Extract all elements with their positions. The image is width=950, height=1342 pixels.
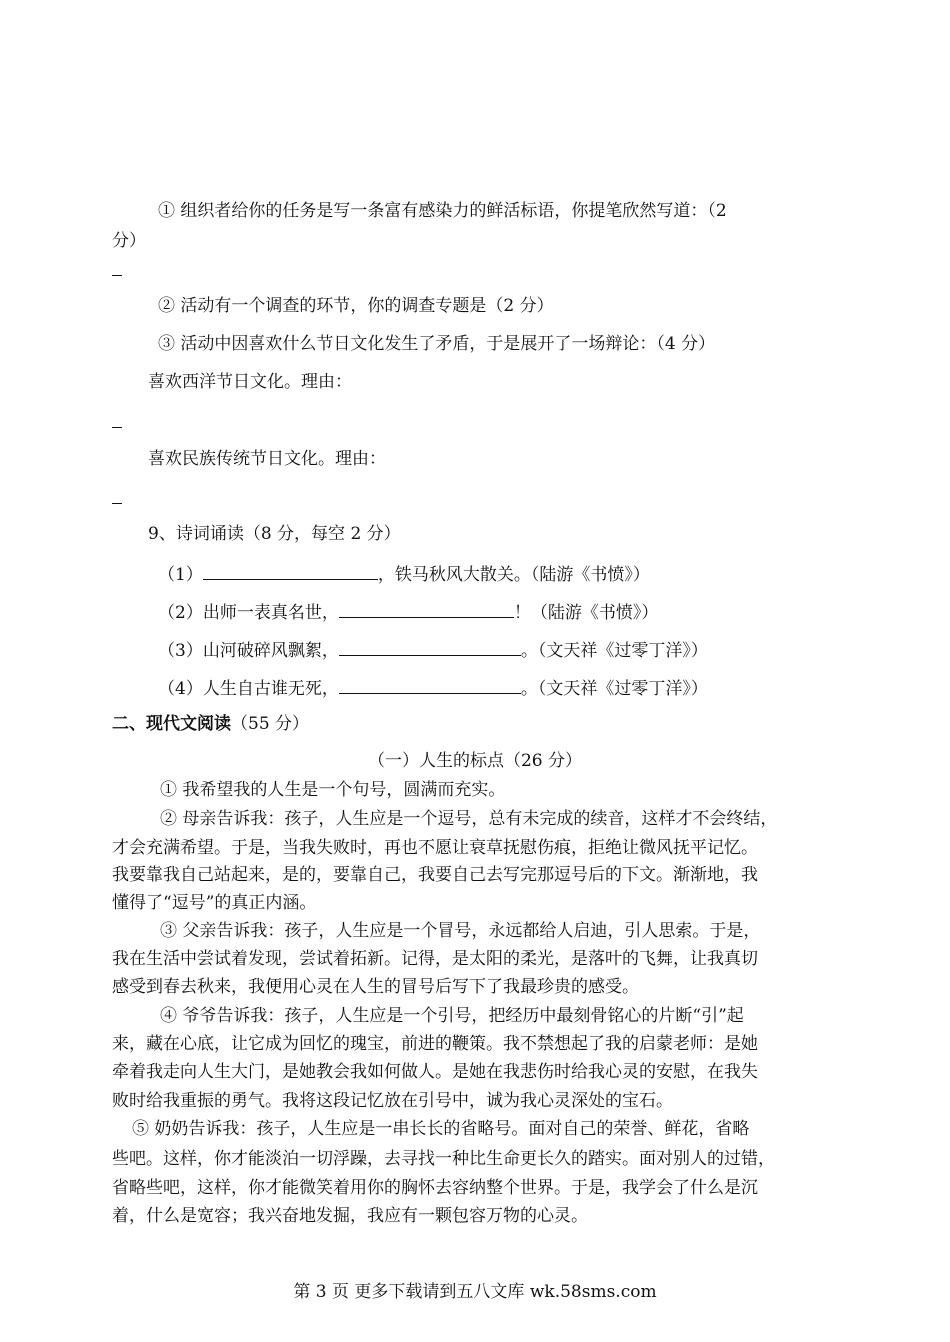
q8-western-reason: 喜欢西洋节日文化。理由： xyxy=(148,372,352,392)
fill-blank[interactable] xyxy=(203,564,378,580)
answer-dash xyxy=(112,503,122,504)
article-p5-line1: ⑤ 奶奶告诉我：孩子，人生应是一串长长的省略号。面对自己的荣誉、鲜花，省略 xyxy=(132,1119,750,1139)
article-p3-line3: 感受到春去秋来，我便用心灵在人生的冒号后写下了我最珍贵的感受。 xyxy=(112,977,639,997)
q9-line-3-suffix: 。（文天祥《过零丁洋》） xyxy=(520,641,708,661)
article-p4-line4: 败时给我重振的勇气。我将这段记忆放在引号中，诚为我心灵深处的宝石。 xyxy=(112,1091,673,1111)
section-heading-score: （55 分） xyxy=(231,714,310,734)
article-p1: ① 我希望我的人生是一个句号，圆满而充实。 xyxy=(160,780,506,800)
article-p3-line1: ③ 父亲告诉我：孩子，人生应是一个冒号，永远都给人启迪，引人思索。于是， xyxy=(160,921,761,941)
q9-line-1-suffix: ，铁马秋风大散关。（陆游《书愤》） xyxy=(377,565,650,585)
article-p2-line1: ② 母亲告诉我：孩子，人生应是一个逗号，总有未完成的续音，这样才不会终结， xyxy=(160,809,778,829)
article-p2-line3: 我要靠我自己站起来，是的，要靠自己，我要自己去写完那逗号后的下文。渐渐地，我 xyxy=(112,865,758,885)
q8-item2: ② 活动有一个调查的环节，你的调查专题是（2 分） xyxy=(158,296,554,316)
fill-blank[interactable] xyxy=(339,602,514,618)
passage-title: （一）人生的标点（26 分） xyxy=(367,751,583,771)
q9-line-4-prefix: （4）人生自古谁无死， xyxy=(158,679,339,699)
q8-item3: ③ 活动中因喜欢什么节日文化发生了矛盾，于是展开了一场辩论：（4 分） xyxy=(158,334,716,354)
q9-line-2-suffix: ！（陆游《书愤》） xyxy=(513,603,659,623)
article-p4-line2: 来，藏在心底，让它成为回忆的瑰宝，前进的鞭策。我不禁想起了我的启蒙老师：是她 xyxy=(112,1034,758,1054)
article-p2-line4: 懂得了“逗号”的真正内涵。 xyxy=(112,893,317,913)
q9-line-1 xyxy=(158,564,650,584)
q9-line-3 xyxy=(158,640,708,660)
q9-line-3-prefix: （3）山河破碎风飘絮， xyxy=(158,641,339,661)
section-heading-text: 二、现代文阅读 xyxy=(112,714,231,734)
article-p4-line3: 牵着我走向人生大门，是她教会我如何做人。是她在我悲伤时给我心灵的安慰，在我失 xyxy=(112,1062,758,1082)
q8-item1-line2: 分） xyxy=(112,231,146,251)
q9-line-4-suffix: 。（文天祥《过零丁洋》） xyxy=(520,679,708,699)
answer-dash xyxy=(112,275,122,276)
fill-blank[interactable] xyxy=(339,678,521,694)
fill-blank[interactable] xyxy=(339,640,521,656)
q9-line-1-prefix: （1） xyxy=(158,565,203,585)
q9-line-4 xyxy=(158,678,708,698)
article-p5-line3: 省略些吧，这样，你才能微笑着用你的胸怀去容纳整个世界。于是，我学会了什么是沉 xyxy=(112,1178,758,1198)
q9-line-2 xyxy=(158,602,658,622)
article-p5-line4: 着，什么是宽容；我兴奋地发掘，我应有一颗包容万物的心灵。 xyxy=(112,1206,588,1226)
article-p2-line2: 才会充满希望。于是，当我失败时，再也不愿让衰草抚慰伤痕，拒绝让微风抚平记忆。 xyxy=(112,838,758,858)
q8-national-reason: 喜欢民族传统节日文化。理由： xyxy=(148,449,386,469)
page-footer: 第 3 页 更多下载请到五八文库 wk.58sms.com xyxy=(293,1282,657,1302)
answer-dash xyxy=(112,427,122,428)
article-p5-line2: 些吧。这样，你才能淡泊一切浮躁，去寻找一种比生命更长久的踏实。面对别人的过错， xyxy=(112,1149,775,1169)
section-heading xyxy=(112,716,309,733)
article-p3-line2: 我在生活中尝试着发现，尝试着拓新。记得，是太阳的柔光，是落叶的飞舞，让我真切 xyxy=(112,949,758,969)
article-p4-line1: ④ 爷爷告诉我：孩子，人生应是一个引号，把经历中最刻骨铭心的片断“引”起 xyxy=(160,1006,744,1026)
q8-item1-line1: ① 组织者给你的任务是写一条富有感染力的鲜活标语，你提笔欣然写道：（2 xyxy=(158,201,727,221)
q9-title: 9、诗词诵读（8 分，每空 2 分） xyxy=(148,524,401,544)
q9-line-2-prefix: （2）出师一表真名世， xyxy=(158,603,339,623)
